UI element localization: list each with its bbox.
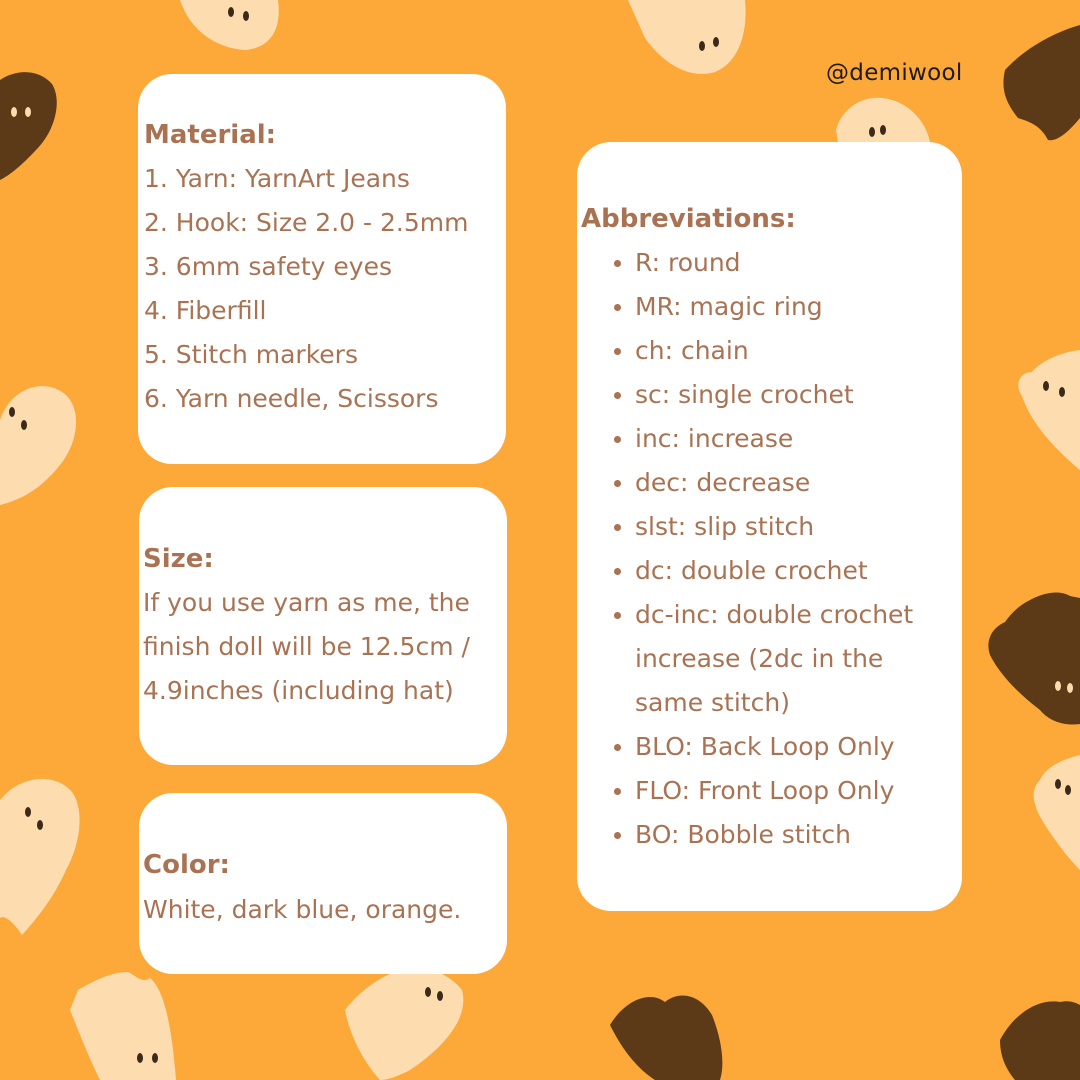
- bullet-icon: [614, 348, 621, 355]
- bullet-icon: [614, 832, 621, 839]
- ghost-icon: [610, 996, 722, 1080]
- color-title: Color:: [143, 850, 230, 880]
- material-title: Material:: [144, 120, 277, 150]
- ghost-icon: [1034, 755, 1080, 870]
- list-item: R: round: [581, 241, 962, 285]
- author-handle: @demiwool: [826, 60, 963, 86]
- material-item: 1. Yarn: YarnArt Jeans: [144, 164, 410, 193]
- ghost-icon: [628, 0, 746, 74]
- list-item: inc: increase: [581, 417, 962, 461]
- list-item: BO: Bobble stitch: [581, 813, 962, 857]
- ghost-icon: [0, 779, 80, 935]
- material-item: 2. Hook: Size 2.0 - 2.5mm: [144, 208, 469, 237]
- bullet-icon: [614, 304, 621, 311]
- size-title: Size:: [143, 544, 214, 574]
- bullet-icon: [614, 480, 621, 487]
- material-card: [138, 74, 506, 464]
- size-text-line: finish doll will be 12.5cm /: [143, 632, 470, 661]
- material-item: 3. 6mm safety eyes: [144, 252, 393, 281]
- bullet-icon: [614, 788, 621, 795]
- ghost-icon: [0, 386, 76, 505]
- ghost-icon: [836, 98, 930, 142]
- bullet-icon: [614, 260, 621, 267]
- material-item: 5. Stitch markers: [144, 340, 358, 369]
- bullet-icon: [614, 524, 621, 531]
- ghost-icon: [345, 968, 463, 1080]
- list-item: sc: single crochet: [581, 373, 962, 417]
- size-text-line: If you use yarn as me, the: [143, 588, 470, 617]
- list-item: ch: chain: [581, 329, 962, 373]
- list-item: BLO: Back Loop Only: [581, 725, 962, 769]
- ghost-icon: [1018, 350, 1080, 470]
- list-item: dec: decrease: [581, 461, 962, 505]
- material-item: 4. Fiberfill: [144, 296, 267, 325]
- abbreviations-list: [581, 241, 962, 857]
- abbreviations-card: [577, 142, 962, 911]
- list-item: dc-inc: double crochet increase (2dc in the same stitch): [581, 593, 945, 725]
- ghost-icon: [1003, 25, 1080, 140]
- color-card: [139, 793, 507, 974]
- bullet-icon: [614, 612, 621, 619]
- size-card: [139, 487, 507, 765]
- bullet-icon: [614, 568, 621, 575]
- bullet-icon: [614, 392, 621, 399]
- abbreviations-title: Abbreviations:: [581, 204, 796, 234]
- list-item: MR: magic ring: [581, 285, 962, 329]
- bullet-icon: [614, 744, 621, 751]
- bullet-icon: [614, 436, 621, 443]
- size-text-line: 4.9inches (including hat): [143, 676, 454, 705]
- list-item: slst: slip stitch: [581, 505, 962, 549]
- ghost-icon: [0, 72, 57, 180]
- list-item: dc: double crochet: [581, 549, 962, 593]
- ghost-icon: [1000, 1001, 1080, 1080]
- ghost-icon: [70, 972, 176, 1080]
- material-item: 6. Yarn needle, Scissors: [144, 384, 439, 413]
- ghost-icon: [180, 0, 279, 50]
- list-item: FLO: Front Loop Only: [581, 769, 962, 813]
- color-text: White, dark blue, orange.: [143, 895, 462, 924]
- ghost-icon: [988, 593, 1080, 725]
